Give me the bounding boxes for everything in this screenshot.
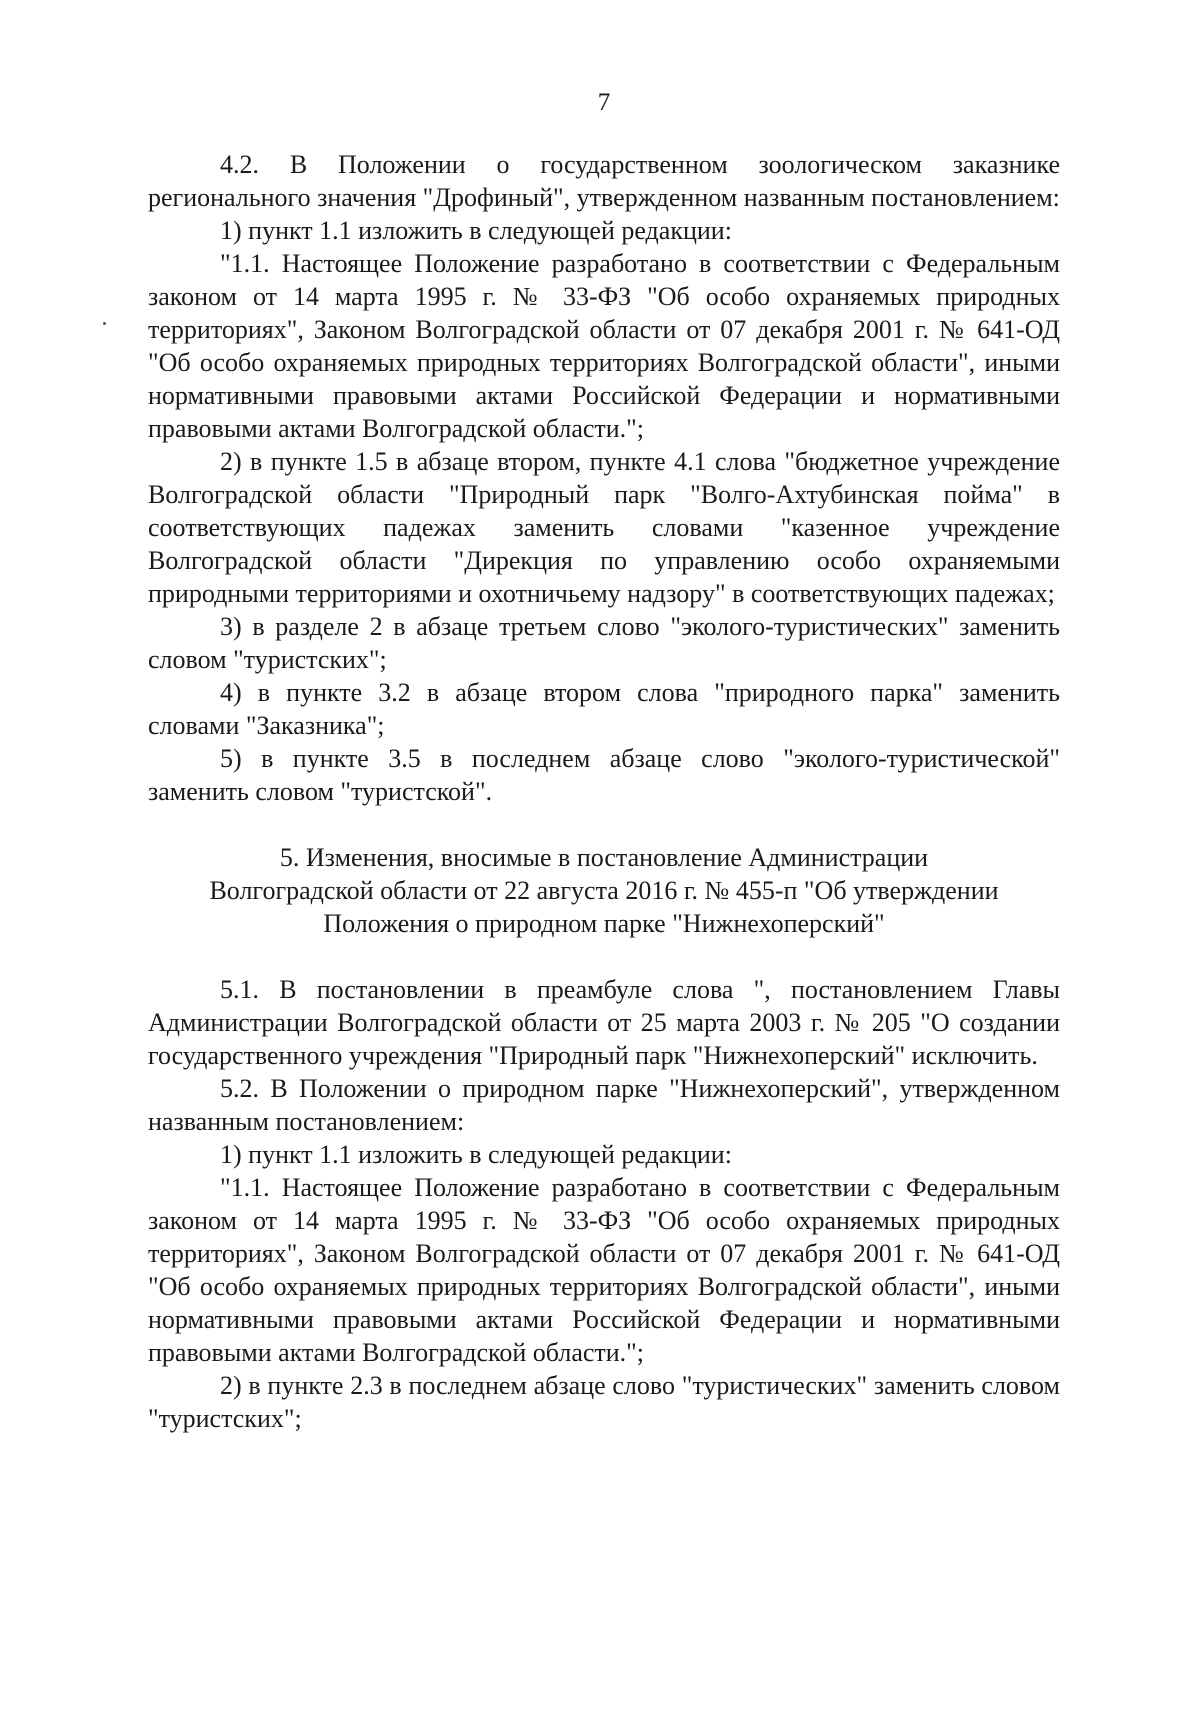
document-body (148, 148, 1060, 1435)
paragraph-5-2-quote-1-1: "1.1. Настоящее Положение разработано в соответствии с Федеральным законом от 14 марта 1995 г. № 33-ФЗ "Об особо охраняемых природных территориях", Законом Волгоградской области от 07 декабря 2001 г. № 641-ОД "Об особо охраняемых природных территориях Волгоградской области", иными нормативными правовыми актами Российской Федерации и нормативными правовыми актами Волгоградской области."; (148, 1173, 1060, 1367)
paragraph-5-1: 5.1. В постановлении в преамбуле слова ", постановлением Главы Администрации Волгоградской области от 25 марта 2003 г. № 205 "О создании государственного учреждения "Природный парк "Нижнехоперский" исключить. (148, 975, 1060, 1070)
spacer (148, 940, 1060, 973)
paragraph-5-2-item-2: 2) в пункте 2.3 в последнем абзаце слово "туристических" заменить словом "туристских"; (148, 1371, 1060, 1433)
scan-speck (103, 322, 106, 325)
paragraph-4-2-item-3: 3) в разделе 2 в абзаце третьем слово "эколого-туристических" заменить словом "туристских"; (148, 612, 1060, 674)
paragraph-4-2-quote-1-1: "1.1. Настоящее Положение разработано в соответствии с Федеральным законом от 14 марта 1995 г. № 33-ФЗ "Об особо охраняемых природных территориях", Законом Волгоградской области от 07 декабря 2001 г. № 641-ОД "Об особо охраняемых природных территориях Волгоградской области", иными нормативными правовыми актами Российской Федерации и нормативными правовыми актами Волгоградской области."; (148, 249, 1060, 443)
section-5-heading-line-3: Положения о природном парке "Нижнехоперский" (323, 909, 885, 938)
paragraph-4-2: 4.2. В Положении о государственном зоологическом заказнике регионального значения "Дрофиный", утвержденном названным постановлением: (148, 150, 1060, 212)
paragraph-4-2-item-2: 2) в пункте 1.5 в абзаце втором, пункте 4.1 слова "бюджетное учреждение Волгоградской области "Природный парк "Волго-Ахтубинская пойма" в соответствующих падежах заменить словами "казенное учреждение Волгоградской области "Дирекция по управлению особо охраняемыми природными территориями и охотничьему надзору" в соответствующих падежах; (148, 447, 1060, 608)
paragraph-4-2-item-5: 5) в пункте 3.5 в последнем абзаце слово "эколого-туристической" заменить словом "туристской". (148, 744, 1060, 806)
section-5-heading-line-2: Волгоградской области от 22 августа 2016 г. № 455-п "Об утверждении (209, 876, 999, 905)
paragraph-5-2: 5.2. В Положении о природном парке "Нижнехоперский", утвержденном названным постановлением: (148, 1074, 1060, 1136)
section-5-heading-line-1: 5. Изменения, вносимые в постановление Администрации (279, 843, 929, 872)
page-number: 7 (597, 89, 611, 116)
paragraph-5-2-item-1: 1) пункт 1.1 изложить в следующей редакции: (220, 1140, 732, 1169)
spacer (148, 808, 1060, 841)
paragraph-4-2-item-1: 1) пункт 1.1 изложить в следующей редакции: (220, 216, 732, 245)
paragraph-4-2-item-4: 4) в пункте 3.2 в абзаце втором слова "природного парка" заменить словами "Заказника"; (148, 678, 1060, 740)
